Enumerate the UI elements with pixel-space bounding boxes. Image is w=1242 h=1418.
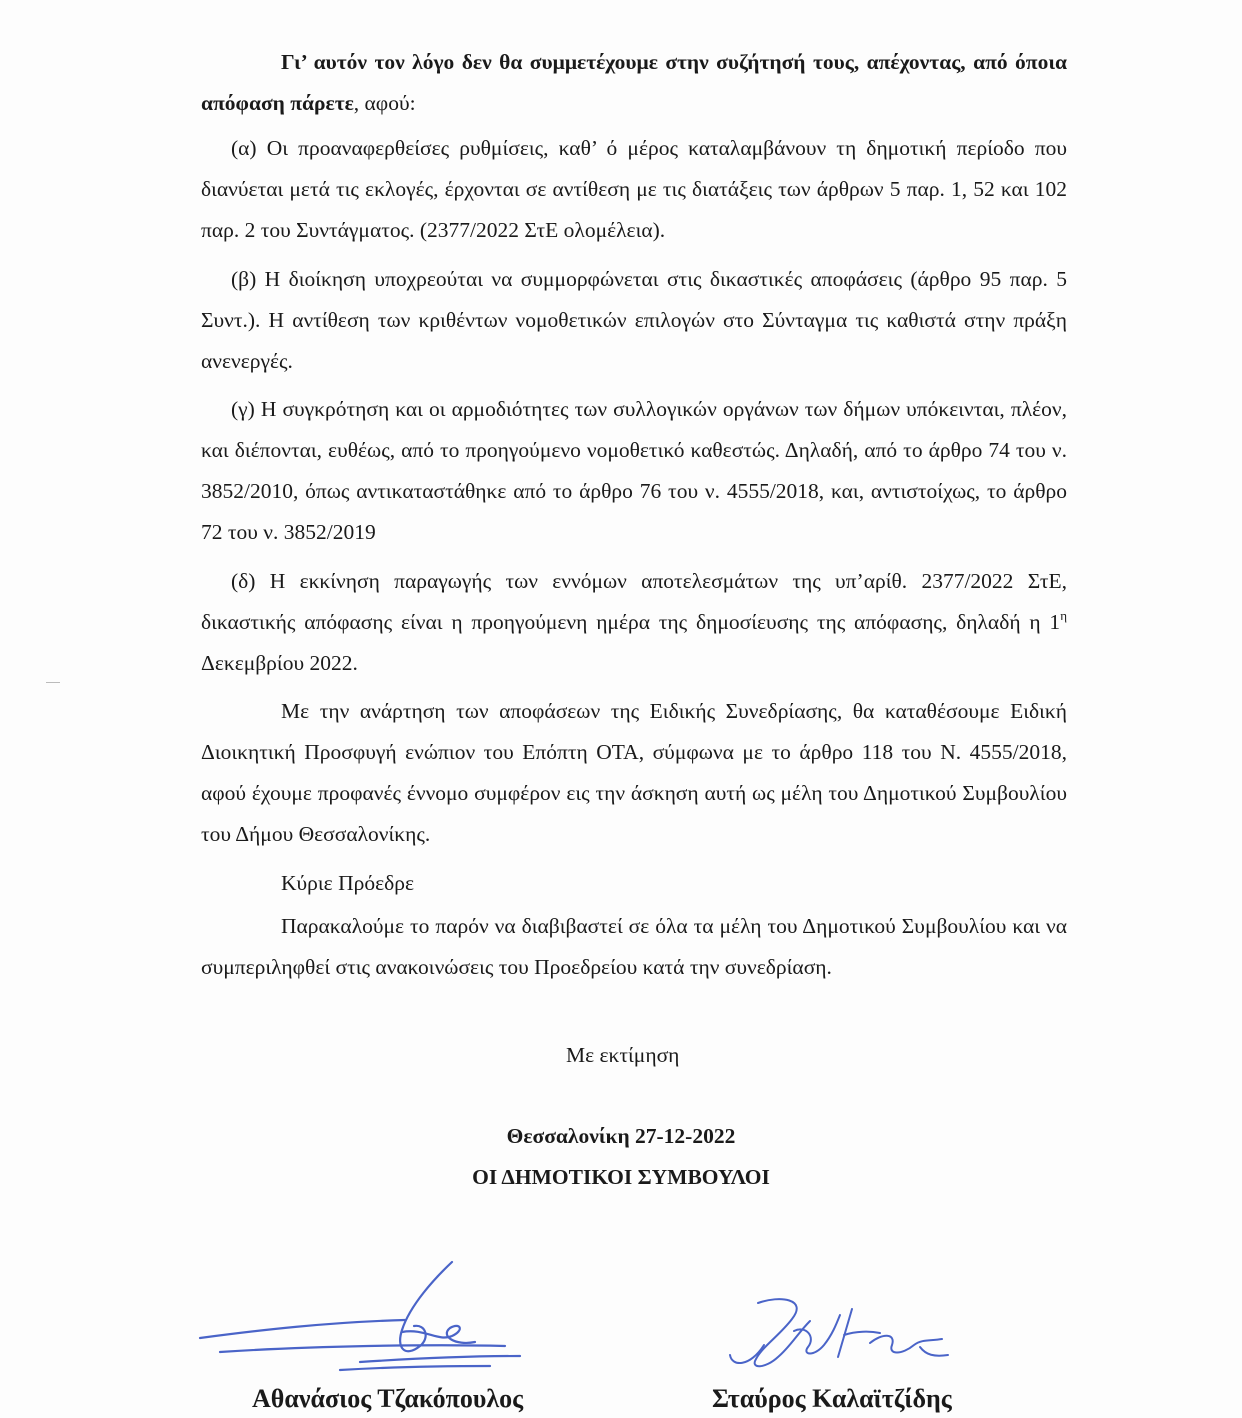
intro-rest-text: , αφού: — [353, 91, 416, 115]
salutation: Κύριε Πρόεδρε — [281, 871, 415, 895]
item-d-text: (δ) Η εκκίνηση παραγωγής των εννόμων αποτελεσμάτων της υπ’αρίθ. 2377/2022 ΣτΕ, δικαστικής απόφασης είναι η προηγούμενη ημέρα της δημοσίευσης της απόφασης, δηλαδή η 1 — [201, 569, 1067, 634]
signature-1-stroke — [360, 1356, 520, 1362]
intro-bold-text: Γι’ αυτόν τον λόγο δεν θα συμμετέχουμε στην συζήτησή τους, απέχοντας, από όποια απόφαση πάρετε — [201, 50, 1067, 115]
item-c: (γ) Η συγκρότηση και οι αρμοδιότητες των συλλογικών οργάνων των δήμων υπόκεινται, πλέον, και διέπονται, ευθέως, από το προηγούμενο νομοθετικό καθεστώς. Δηλαδή, από το άρθρο 74 του ν. 3852/2010, όπως αντικαταστάθηκε από το άρθρο 76 του ν. 4555/2018, και, αντιστοίχως, το άρθρο 72 του ν. 3852/2019 — [201, 397, 1067, 544]
signature-2-stroke — [920, 1347, 948, 1356]
signature-2-stroke — [838, 1309, 880, 1357]
signer-name: Σταύρος Καλαϊτζίδης — [712, 1384, 952, 1413]
item-d — [201, 561, 1067, 684]
item-d-after: Δεκεμβρίου 2022. — [201, 651, 358, 675]
item-a: (α) Οι προαναφερθείσες ρυθμίσεις, καθ’ ό μέρος καταλαμβάνουν τη δημοτική περίοδο που διανύεται μετά τις εκλογές, έρχονται σε αντίθεση με τις διατάξεις των άρθρων 5 παρ. 1, 52 και 102 παρ. 2 του Συντάγματος. (2377/2022 ΣτΕ ολομέλεια). — [201, 136, 1067, 242]
appeal-paragraph: Με την ανάρτηση των αποφάσεων της Ειδικής Συνεδρίασης, θα καταθέσουμε Ειδική Διοικητική Προσφυγή ενώπιον του Επόπτη ΟΤΑ, σύμφωνα με το άρθρο 118 του Ν. 4555/2018, αφού έχουμε προφανές έννομο συμφέρον εις την άσκηση αυτή ως μέλη του Δημοτικού Συμβουλίου του Δήμου Θεσσαλονίκης. — [201, 699, 1067, 846]
signature-1-stroke — [402, 1326, 475, 1343]
item-b: (β) Η διοίκηση υποχρεούται να συμμορφώνεται στις δικαστικές αποφάσεις (άρθρο 95 παρ. 5 Συντ.). Η αντίθεση των κριθέντων νομοθετικών επιλογών στο Σύνταγμα τις καθιστά στην πράξη ανενεργές. — [201, 267, 1067, 373]
closing: Με εκτίμηση — [566, 1043, 680, 1067]
signature-1-stroke — [200, 1320, 405, 1338]
signature-1-stroke — [220, 1345, 505, 1352]
signature-1-stroke — [340, 1366, 490, 1370]
signature-2-image — [720, 1285, 960, 1380]
signatories-title: ΟΙ ΔΗΜΟΤΙΚΟΙ ΣΥΜΒΟΥΛΟΙ — [472, 1165, 770, 1189]
signer-name: Αθανάσιος Τζακόπουλος — [252, 1384, 524, 1413]
place-date: Θεσσαλονίκη 27-12-2022 — [506, 1124, 736, 1148]
signature-1-image — [190, 1250, 550, 1380]
scan-mark — [46, 682, 60, 683]
signature-2-stroke — [870, 1336, 942, 1353]
signature-2-stroke — [755, 1299, 810, 1366]
item-d-superscript: η — [1060, 608, 1067, 623]
intro-paragraph — [201, 42, 1067, 124]
request-paragraph: Παρακαλούμε το παρόν να διαβιβαστεί σε όλα τα μέλη του Δημοτικού Συμβουλίου και να συμπεριληφθεί στις ανακοινώσεις του Προεδρείου κατά την συνεδρίαση. — [201, 914, 1067, 979]
signature-2-stroke — [794, 1315, 840, 1354]
